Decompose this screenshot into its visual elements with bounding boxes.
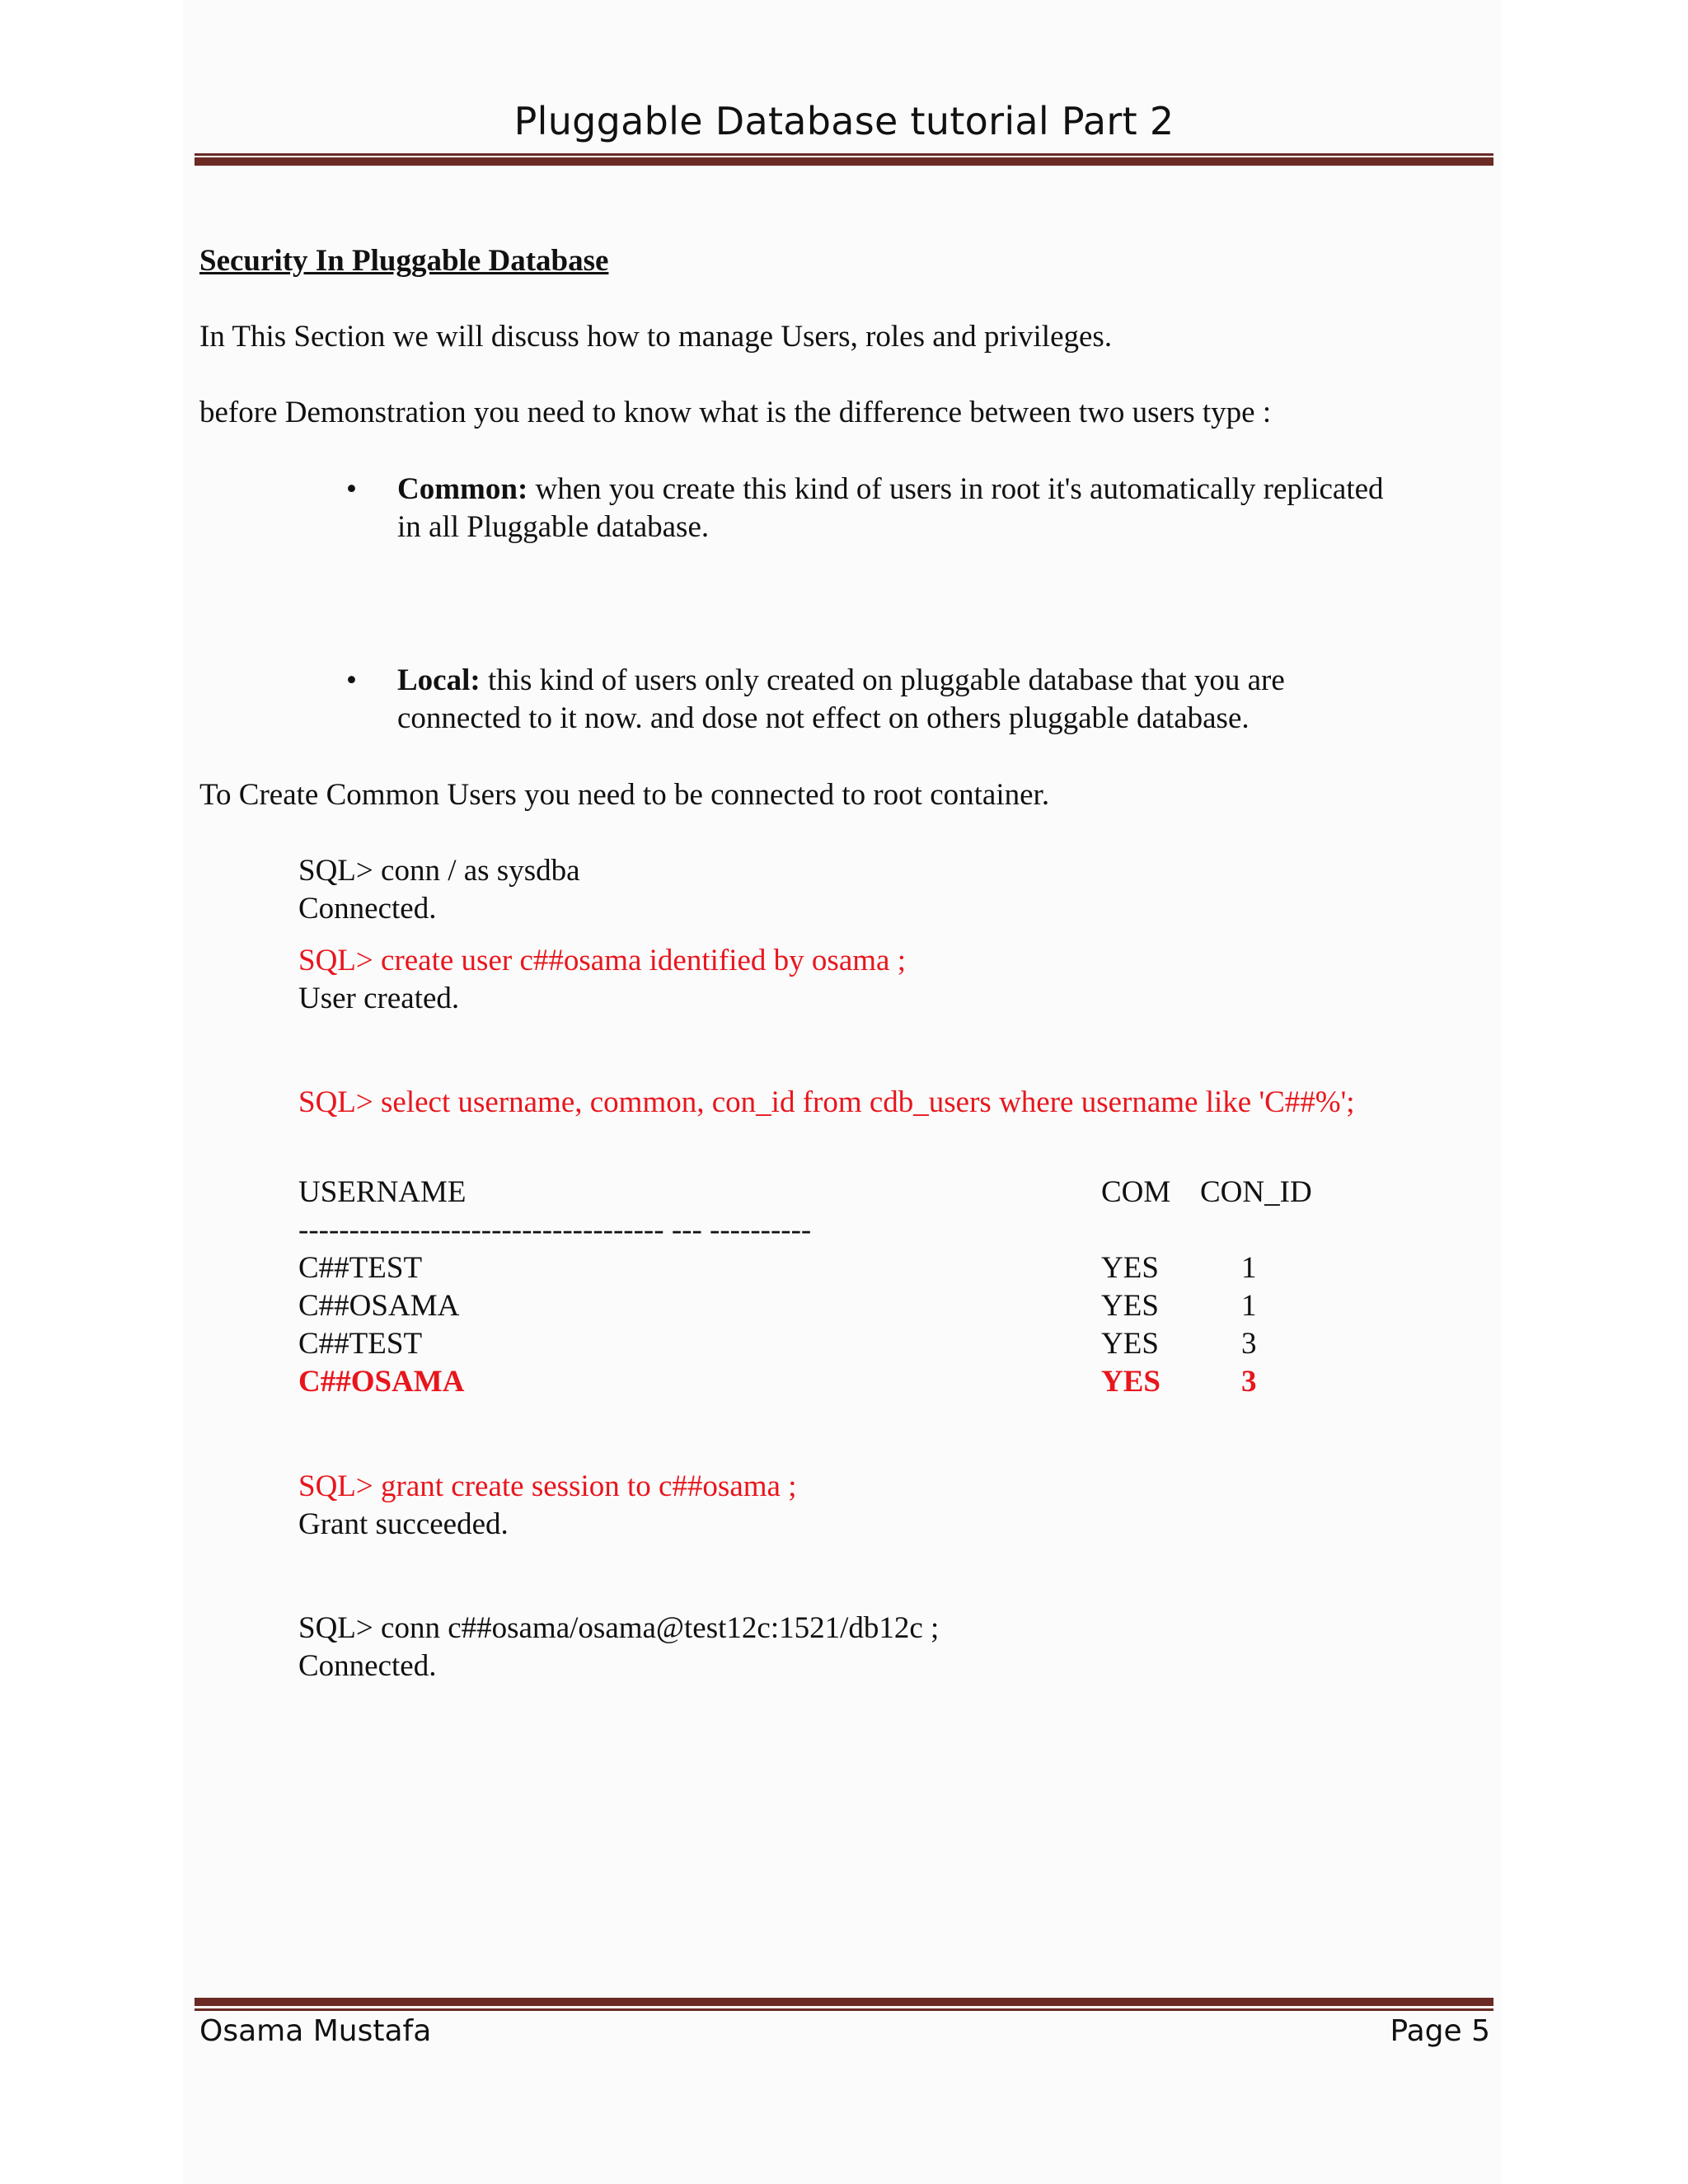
section-heading: Security In Pluggable Database [199, 244, 609, 278]
bullet-local-term: Local: [397, 663, 481, 697]
table-header-username: USERNAME [298, 1175, 467, 1209]
header-rule-thin [195, 153, 1493, 156]
sql-conn2-result: Connected. [298, 1649, 437, 1683]
footer-author: Osama Mustafa [199, 2014, 432, 2048]
sql-create-user-result: User created. [298, 982, 460, 1015]
bullet-common-desc: when you create this kind of users in root it's automatically replicated [528, 472, 1384, 506]
footer-rule-thick [195, 1998, 1493, 2006]
common-users-intro: To Create Common Users you need to be connected to root container. [199, 778, 1050, 812]
sql-grant-command: SQL> grant create session to c##osama ; [298, 1469, 797, 1503]
bullet-local-desc: this kind of users only created on pluggable database that you are [480, 663, 1285, 697]
footer-page-number: Page 5 [1390, 2014, 1490, 2048]
sql-create-user-command: SQL> create user c##osama identified by osama ; [298, 944, 906, 977]
table-row-username: C##TEST [298, 1251, 423, 1285]
bullet-common-term: Common: [397, 472, 528, 506]
bullet-local-line2: connected to it now. and dose not effect on others pluggable database. [397, 701, 1250, 735]
table-header-common: COM [1101, 1175, 1171, 1209]
users-type-paragraph: before Demonstration you need to know what is the difference between two users type : [199, 396, 1272, 429]
sql-conn-result: Connected. [298, 892, 437, 926]
table-row-username: C##TEST [298, 1327, 423, 1361]
table-row-username-highlighted: C##OSAMA [298, 1365, 465, 1399]
sql-grant-result: Grant succeeded. [298, 1507, 509, 1541]
table-row-con-id-highlighted: 3 [1241, 1365, 1257, 1399]
bullet-common-line1 [397, 471, 1384, 509]
sql-conn-command: SQL> conn / as sysdba [298, 854, 580, 888]
table-header-con-id: CON_ID [1200, 1175, 1312, 1209]
table-separator: ------------------------------------ --- ---------- [298, 1213, 812, 1247]
table-row-common-highlighted: YES [1101, 1365, 1160, 1399]
header-rule-thick [195, 157, 1493, 166]
sql-select-command: SQL> select username, common, con_id from cdb_users where username like 'C##%'; [298, 1085, 1355, 1119]
bullet-dot: • [346, 472, 357, 506]
table-row-con-id: 1 [1241, 1289, 1257, 1323]
header-title: Pluggable Database tutorial Part 2 [513, 99, 1175, 143]
bullet-local-line1 [397, 662, 1285, 700]
table-row-con-id: 3 [1241, 1327, 1257, 1361]
table-row-common: YES [1101, 1251, 1159, 1285]
table-row-common: YES [1101, 1327, 1159, 1361]
table-row-common: YES [1101, 1289, 1159, 1323]
bullet-dot: • [346, 663, 357, 697]
footer-rule-thin [195, 2008, 1493, 2011]
sql-conn2-command: SQL> conn c##osama/osama@test12c:1521/db12c ; [298, 1611, 940, 1645]
bullet-common-line2: in all Pluggable database. [397, 510, 710, 544]
table-row-username: C##OSAMA [298, 1289, 460, 1323]
table-row-con-id: 1 [1241, 1251, 1257, 1285]
intro-paragraph: In This Section we will discuss how to manage Users, roles and privileges. [199, 320, 1113, 354]
